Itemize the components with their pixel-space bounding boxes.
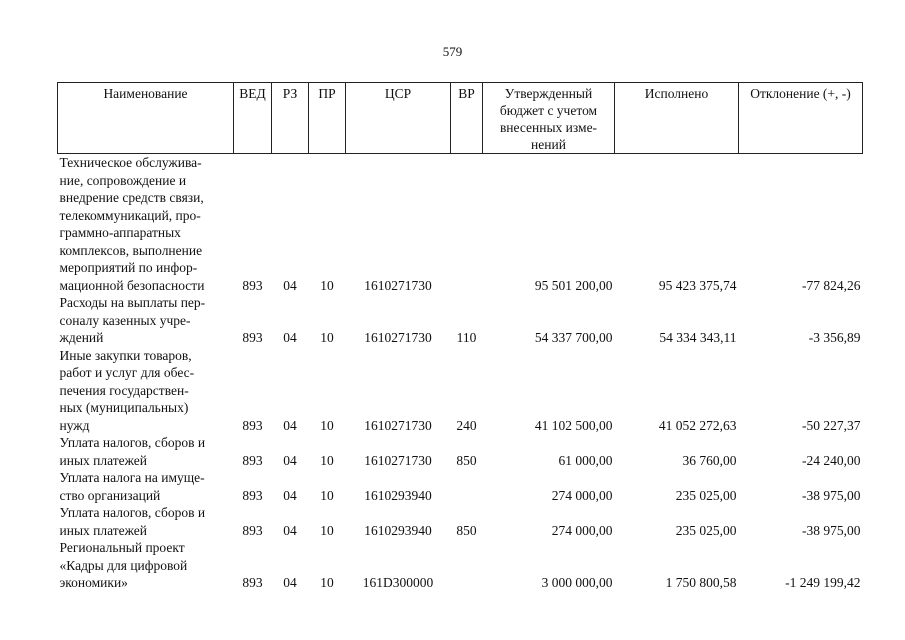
row-name: [58, 539, 234, 592]
row-deviation: -38 975,00: [802, 522, 861, 538]
table-row: [58, 504, 863, 539]
row-name-line: «Кадры для цифровой: [59, 557, 188, 573]
row-approved: 54 337 700,00: [534, 330, 613, 345]
row-name-line: комплексов, выполнение: [59, 242, 203, 258]
row-deviation: -38 975,00: [802, 487, 861, 503]
budget-table: [57, 82, 863, 592]
row-name-line: иных платежей: [59, 522, 148, 538]
row-rz: 04: [283, 522, 297, 538]
header-name: Наименование: [58, 83, 234, 154]
row-pr: 10: [320, 330, 334, 345]
row-name: [58, 434, 234, 469]
row-vr: 850: [456, 452, 477, 468]
row-name-line: ние, сопровождение и: [59, 172, 187, 188]
row-executed: 235 025,00: [675, 487, 737, 503]
row-name-line: ных (муниципальных): [59, 400, 189, 415]
row-pr: 10: [320, 277, 334, 293]
row-name: [58, 504, 234, 539]
row-pr: 10: [320, 487, 334, 503]
row-csr: 1610293940: [364, 487, 432, 503]
header-csr: ЦСР: [346, 83, 451, 154]
table-row: [58, 434, 863, 469]
row-vr: 850: [456, 522, 477, 538]
table-row: [58, 154, 863, 295]
row-vr: [451, 539, 483, 592]
row-name-line: Техническое обслужива-: [59, 155, 202, 170]
row-pr: 10: [320, 452, 334, 468]
row-approved: 95 501 200,00: [534, 277, 613, 293]
row-name-line: телекоммуникаций, про-: [59, 207, 201, 223]
row-executed: 41 052 272,63: [658, 417, 737, 433]
row-csr: 1610271730: [364, 330, 432, 345]
row-name-line: граммно-аппаратных: [59, 225, 181, 240]
row-approved: 41 102 500,00: [534, 417, 613, 433]
row-vr: [451, 154, 483, 295]
header-ved: ВЕД: [234, 83, 272, 154]
row-name-line: ство организаций: [59, 487, 161, 503]
row-ved: 893: [242, 452, 263, 468]
row-name-line: мероприятий по инфор-: [59, 260, 198, 275]
row-rz: 04: [283, 330, 297, 345]
table-row: [58, 469, 863, 504]
row-name-line: нужд: [59, 417, 90, 433]
row-name-line: Уплата налогов, сборов и: [59, 435, 206, 450]
row-name-line: Иные закупки товаров,: [59, 347, 192, 363]
row-name-line: Расходы на выплаты пер-: [59, 295, 206, 310]
row-rz: 04: [283, 452, 297, 468]
row-name: [58, 294, 234, 347]
row-executed: 95 423 375,74: [658, 277, 737, 293]
row-name-line: Региональный проект: [59, 540, 185, 555]
page-number: 579: [442, 44, 463, 59]
row-deviation: -24 240,00: [802, 452, 861, 468]
row-vr: [451, 469, 483, 504]
row-ved: 893: [242, 277, 263, 293]
row-name-line: Уплата налогов, сборов и: [59, 505, 206, 520]
row-name: [58, 154, 234, 295]
header-approved: Утвержденный бюджет с учетом внесенных изме-нений: [483, 83, 615, 154]
row-vr: 110: [456, 330, 477, 345]
row-rz: 04: [283, 417, 297, 433]
row-csr: 1610271730: [364, 452, 432, 468]
row-name-line: работ и услуг для обес-: [59, 365, 195, 380]
row-executed: 235 025,00: [675, 522, 737, 538]
row-approved: 274 000,00: [551, 487, 613, 503]
row-approved: 61 000,00: [558, 452, 613, 468]
row-ved: 893: [242, 330, 263, 345]
table-row: [58, 294, 863, 347]
row-executed: 36 760,00: [682, 452, 737, 468]
row-deviation: -77 824,26: [802, 277, 861, 293]
header-executed: Исполнено: [615, 83, 739, 154]
row-executed: 54 334 343,11: [659, 330, 737, 345]
row-name: [58, 469, 234, 504]
header-pr: ПР: [309, 83, 346, 154]
row-executed: 1 750 800,58: [665, 575, 737, 590]
row-name-line: Уплата налога на имуще-: [59, 470, 205, 485]
row-name-line: ждений: [59, 330, 104, 345]
header-deviation: Отклонение (+, -): [739, 83, 863, 154]
row-name: [58, 347, 234, 435]
header-vr: ВР: [451, 83, 483, 154]
row-pr: 10: [320, 417, 334, 433]
row-csr: 1610293940: [364, 522, 432, 538]
row-vr: 240: [456, 417, 477, 433]
row-name-line: мационной безопасности: [59, 277, 205, 293]
row-name-line: внедрение средств связи,: [59, 190, 204, 205]
row-deviation: -50 227,37: [802, 417, 861, 433]
row-rz: 04: [283, 277, 297, 293]
row-name-line: печения государствен-: [59, 382, 189, 398]
table-body: [58, 154, 863, 592]
row-ved: 893: [242, 487, 263, 503]
row-csr: 1610271730: [364, 417, 432, 433]
row-ved: 893: [242, 417, 263, 433]
row-name-line: экономики»: [59, 575, 128, 590]
table-header-row: [58, 83, 863, 154]
table-row: [58, 347, 863, 435]
row-pr: 10: [320, 522, 334, 538]
row-approved: 274 000,00: [551, 522, 613, 538]
row-csr: 161D300000: [362, 575, 434, 590]
row-name-line: соналу казенных учре-: [59, 312, 191, 328]
row-pr: 10: [320, 575, 334, 590]
row-name-line: иных платежей: [59, 452, 148, 468]
row-ved: 893: [242, 522, 263, 538]
row-ved: 893: [242, 575, 263, 590]
row-deviation: -1 249 199,42: [785, 575, 861, 590]
row-rz: 04: [283, 487, 297, 503]
row-deviation: -3 356,89: [808, 330, 861, 345]
row-csr: 1610271730: [364, 277, 432, 293]
row-approved: 3 000 000,00: [541, 575, 613, 590]
table-row: [58, 539, 863, 592]
row-rz: 04: [283, 575, 297, 590]
header-rz: РЗ: [272, 83, 309, 154]
